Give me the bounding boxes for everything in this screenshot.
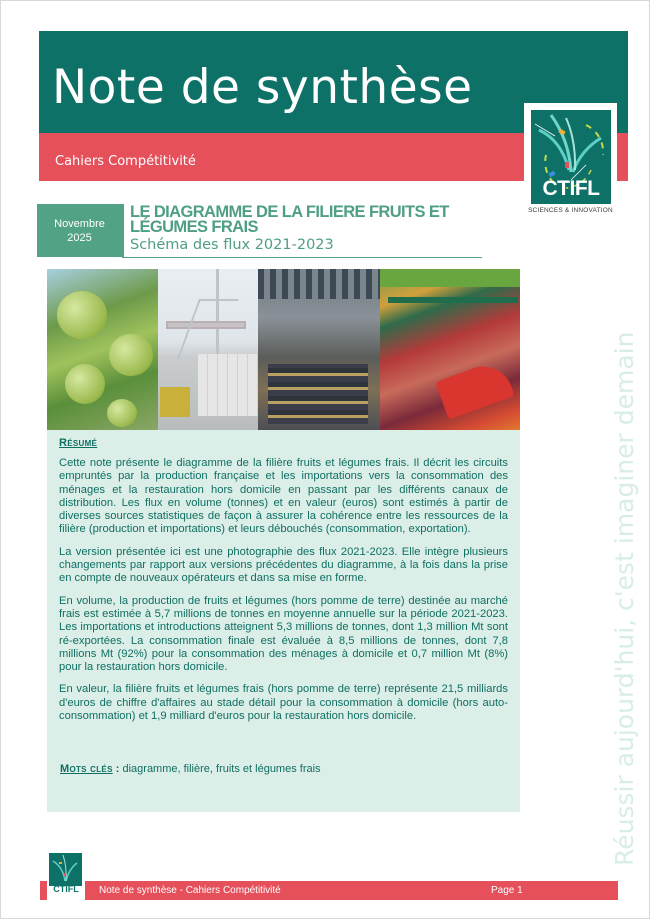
footer-logo-text: CTIFL [53, 884, 79, 894]
document-title-block [122, 204, 482, 258]
photo-apples [47, 269, 158, 430]
page-number: Page 1 [491, 885, 523, 896]
summary-paragraph: Cette note présente le diagramme de la filière fruits et légumes frais. Il décrit les circuits empruntés par la production française et les importations vers la consommation des ménages et la restauration hors domicile en passant par les différents canaux de distribution. Les flux en volume (tonnes) et en valeur (euros) sont estimés à partir de diverses sources statistiques de façon à assurer la cohérence entre les ressources de la filière (production et importations) et leurs débouchés (consommation, exportation). [59, 457, 508, 536]
header-title: Note de synthèse [52, 60, 473, 115]
side-slogan: Réussir aujourd'hui, c'est imaginer demain [610, 331, 639, 866]
summary-paragraph: En valeur, la filière fruits et légumes frais (hors pomme de terre) représente 21,5 milliards d'euros de chiffre d'affaires au stade détail pour la consommation à domicile (hors auto-consommation) et 1,9 milliard d'euros pour la restauration hors domicile. [59, 683, 508, 723]
date-month: Novembre [54, 217, 105, 230]
date-badge [37, 204, 122, 257]
photo-strip [47, 269, 520, 430]
date-year: 2025 [67, 231, 92, 244]
ctifl-logo-tagline: SCIENCES & INNOVATION [528, 207, 613, 214]
document-title: LE DIAGRAMME DE LA FILIERE FRUITS ET LÉGUMES FRAIS [130, 203, 449, 236]
document-subtitle: Schéma des flux 2021-2023 [130, 237, 334, 253]
summary-paragraph: En volume, la production de fruits et légumes (hors pomme de terre) destinée au marché frais est estimée à 5,7 millions de tonnes en moyenne annuelle sur la période 2021-2023. Les importations et introductions atteignent 5,3 millions de tonnes, dont 1,3 million Mt sont ré-exportées. La consommation finale est évaluée à 8,5 millions de tonnes, dont 7,8 millions Mt (92%) pour la consommation des ménages à domicile et 0,7 million Mt (8%) pour la restauration hors domicile. [59, 594, 508, 674]
ctifl-logo-text: CTIFL [542, 177, 600, 200]
footer-logo-icon [49, 853, 82, 886]
photo-market [258, 269, 380, 430]
keywords-label: Mots clés [60, 763, 113, 775]
keywords-value: diagramme, filière, fruits et légumes frais [122, 763, 321, 775]
summary-box [47, 430, 520, 812]
footer-title: Note de synthèse - Cahiers Compétitivité [99, 885, 281, 896]
summary-heading: Résumé [59, 437, 98, 449]
summary-paragraph: La version présentée ici est une photographie des flux 2021-2023. Elle intègre plusieurs changements par rapport aux versions précédentes du diagramme, à la fois dans la prise en compte de nouveaux opérateurs et dans sa mise en forme. [59, 545, 508, 585]
header-series: Cahiers Compétitivité [55, 154, 196, 169]
photo-fruit-stall [380, 269, 520, 430]
keywords-separator: : [112, 763, 123, 775]
photo-port [158, 269, 258, 430]
keywords [60, 763, 321, 775]
